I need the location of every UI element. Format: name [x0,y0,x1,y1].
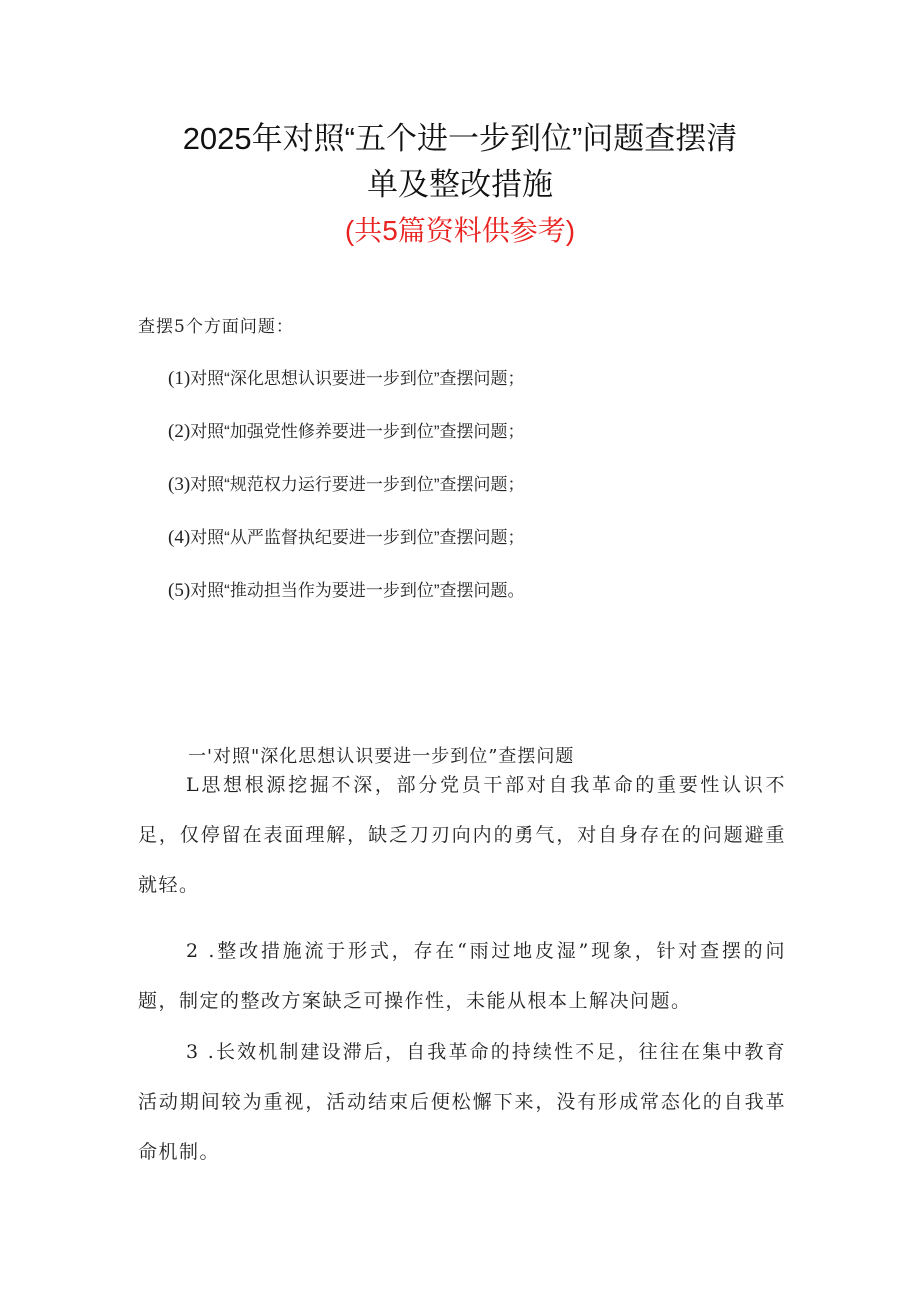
list-item [168,419,524,445]
intro-text: 查摆5个方面问题： [138,317,294,337]
list-item-text: 对照“从严监督执纪要进一步到位”查摆问题； [190,528,525,547]
document-title-line-2: 单及整改措施 [367,167,553,202]
list-item-number: (4) [168,527,191,548]
document-title-line-1: 2025年对照“五个进一步到位”问题查摆清 [182,121,738,156]
paragraph-1: L思想根源挖掘不深，部分党员干部对自我革命的重要性认识不足，仅停留在表面理解，缺乏刀刃向内的勇气，对自身存在的问题避重就轻。 [138,774,786,896]
paragraph-2: 2 .整改措施流于形式，存在“雨过地皮湿”现象，针对查摆的问题，制定的整改方案缺乏可操作性，未能从根本上解决问题。 [138,940,786,1012]
section-heading: 一'对照"深化思想认识要进一步到位”查摆问题 [188,746,575,767]
list-item-number: (2) [168,421,191,442]
paragraph-3: 3 .长效机制建设滞后，自我革命的持续性不足，往往在集中教育活动期间较为重视，活动结束后便松懈下来，没有形成常态化的自我革命机制。 [138,1041,786,1163]
list-item-text: 对照“推动担当作为要进一步到位”查摆问题。 [190,581,525,600]
list-item-text: 对照“深化思想认识要进一步到位”查摆问题； [190,369,525,388]
list-item-text: 对照“规范权力运行要进一步到位”查摆问题； [190,475,525,494]
issue-list [168,366,524,631]
list-item-number: (5) [168,580,191,601]
list-item [168,366,524,392]
list-item [168,578,524,604]
list-item-number: (1) [168,368,191,389]
list-item [168,472,524,498]
list-item [168,525,524,551]
list-item-number: (3) [168,474,191,495]
list-item-text: 对照“加强党性修养要进一步到位”查摆问题； [190,422,525,441]
document-subtitle: (共5篇资料供参考) [344,215,576,246]
